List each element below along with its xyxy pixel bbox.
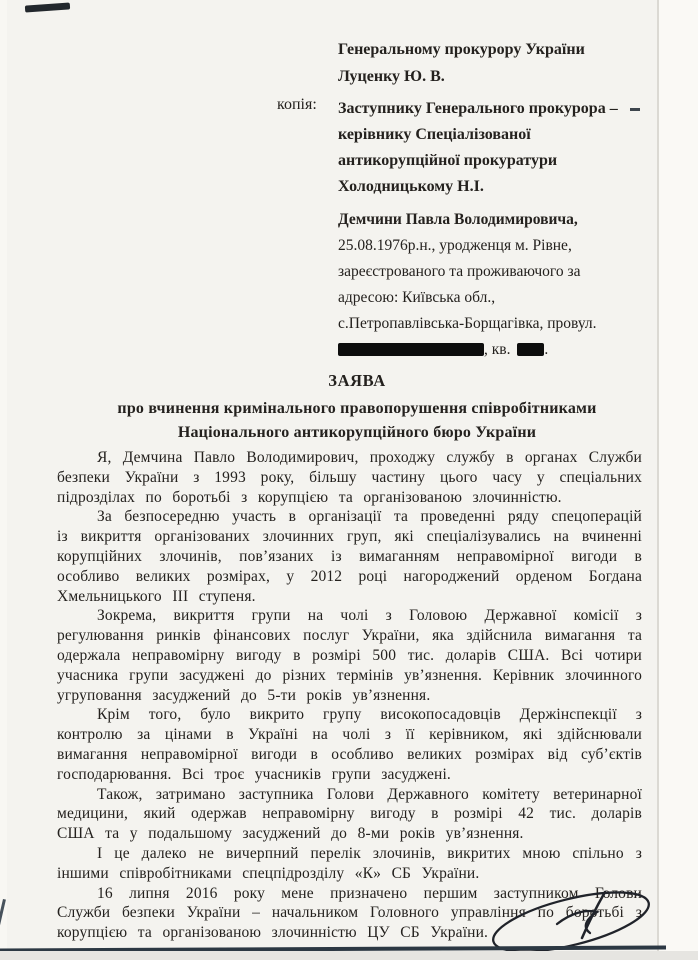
copy-recipient-block [277, 96, 618, 200]
copy-recipient-line: Холодницькому Н.І. [338, 178, 484, 195]
redaction-bar [338, 343, 484, 356]
paragraph: Я, Демчина Павло Володимирович, проходжу службу в органах Служби безпеки України з 1993 року, більшу частину цього часу у спеціальних підрозділах по боротьбі з корупцією та організованою злочинністю. [57, 449, 642, 506]
document-body [57, 448, 642, 943]
copy-recipient-line: керівнику Спеціалізованої [338, 126, 531, 143]
paragraph: 16 липня 2016 року мене призначено першим заступником Голови Служби безпеки України – начальником Головного управління по боротьбі з корупцією та організованою злочинністю ЦУ СБ України. [57, 884, 642, 942]
applicant-block [338, 207, 597, 363]
paragraph: Крім того, було викрито групу високопосадовців Держінспекції з контролю за цінами в Україні на чолі з її керівником, які здійснювали вимагання неправомірної вигоди в особливо великих розмірах від суб’єктів господарювання. Всі троє учасників групи засуджені. [57, 706, 642, 783]
redacted-line-period: . [544, 341, 549, 358]
copy-recipient-lines [338, 96, 618, 200]
title-subtitle-line: про вчинення кримінального правопорушення співробітниками [117, 400, 597, 417]
redacted-line-separator: , кв. [484, 341, 511, 358]
copy-recipient-line: антикорупційної прокуратури [338, 152, 558, 169]
scan-artifact-dash [630, 108, 640, 111]
title-subtitle-line: Національного антикорупційного бюро України [177, 424, 537, 441]
document-title [57, 371, 657, 445]
redacted-address-line [338, 337, 597, 363]
applicant-line: с.Петропавлівська-Борщагівка, провул. [338, 315, 597, 332]
copy-label: копія: [277, 96, 317, 113]
pen-mark [25, 2, 70, 12]
applicant-line: 25.08.1976р.н., уродженця м. Рівне, [338, 237, 572, 254]
applicant-line: зареєстрованого та проживаючого за [338, 263, 581, 280]
applicant-name: Демчини Павла Володимировича, [338, 211, 578, 228]
copy-recipient-line: Заступнику Генерального прокурора – [338, 100, 618, 117]
addressee-line: Генеральному прокурору України [338, 41, 585, 58]
scanner-background [0, 951, 698, 960]
paragraph: Зокрема, викриття групи на чолі з Головою Державної комісії з регулювання ринків фінансових послуг України, яка здійснила вимагання та одержала неправомірну вигоду в розмірі 500 тис. доларів США. Всі чотири учасника групи засуджені до різних термінів ув’язнення. Керівник злочинного угруповання засуджений до 5-ти років ув’язнення. [57, 607, 642, 704]
paragraph: За безпосередню участь в організації та проведенні ряду спецоперацій із викриття організованих злочинних груп, які спеціалізувались на вчиненні корупційних злочинів, пов’язаних із вимаганням неправомірної вигоди в особливо великих розмірах, у 2012 році нагороджений орденом Богдана Хмельницького III ступеня. [57, 508, 642, 605]
paragraph: І це далеко не вичерпний перелік злочинів, викритих мною спільно з іншими співробітниками спецпідрозділу «К» СБ України. [57, 844, 642, 882]
redaction-bar [517, 343, 544, 356]
addressee-line: Луценку Ю. В. [338, 68, 445, 85]
applicant-line: адресою: Київська обл., [338, 289, 496, 306]
addressee-block [338, 36, 585, 90]
paragraph: Також, затримано заступника Голови Державного комітету ветеринарної медицини, який одержав неправомірну вигоду в розмірі 42 тис. доларів США та у подальшому засуджений до 8-ми років ув’язнення. [57, 785, 642, 843]
scan-right-edge-strip [657, 0, 698, 951]
scan-left-edge-strip [0, 0, 7, 951]
title-word: ЗАЯВА [328, 371, 386, 390]
